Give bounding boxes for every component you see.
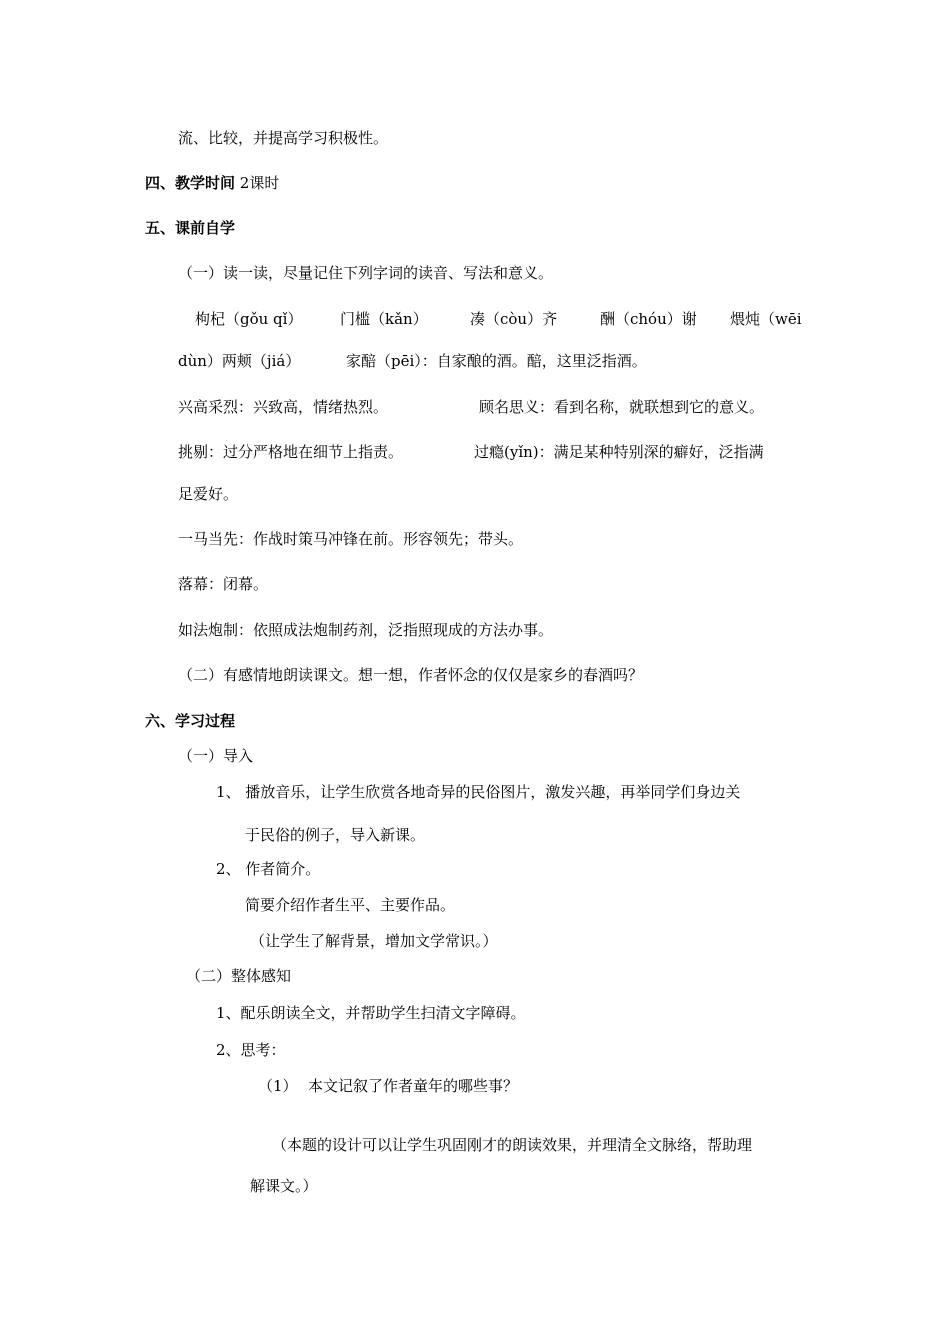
section-heading <box>145 173 279 193</box>
section-heading: 六、学习过程 <box>145 712 236 730</box>
subsection-heading: （一）读一读，尽量记住下列字词的读音、写法和意义。 <box>178 264 554 282</box>
note-line: （本题的设计可以让学生巩固刚才的朗读效果，并理清全文脉络，帮助理 <box>272 1136 753 1154</box>
subsection-heading: （二）有感情地朗读课文。想一想，作者怀念的仅仅是家乡的春酒吗？ <box>178 666 644 684</box>
text-line: 于民俗的例子，导入新课。 <box>245 826 426 844</box>
vocab-definition: 过瘾(yǐn)：满足某种特别深的癖好，泛指满 <box>474 443 764 461</box>
text-line: 流、比较，并提高学习积极性。 <box>178 129 389 147</box>
vocab-item: 煨炖（wēi <box>730 310 802 328</box>
vocab-definition: 兴高采烈：兴致高，情绪热烈。 <box>178 398 389 416</box>
vocab-item: 枸杞（gǒu qǐ） <box>195 310 303 328</box>
vocab-item: 门槛（kǎn） <box>340 310 428 328</box>
vocab-line <box>178 351 647 371</box>
vocab-definition: 落幕：闭幕。 <box>178 575 269 593</box>
vocab-item: 凑（còu）齐 <box>470 310 558 328</box>
subsection-heading: （二）整体感知 <box>186 967 292 985</box>
vocab-definition: 挑剔：过分严格地在细节上指责。 <box>178 443 404 461</box>
section-heading-label: 四、教学时间 <box>145 174 236 192</box>
question-text: 本文记叙了作者童年的哪些事？ <box>308 1077 519 1095</box>
question-number: （1） <box>258 1077 298 1095</box>
vocab-line <box>178 397 764 417</box>
question-item <box>258 1076 518 1096</box>
vocab-item: dùn）两颊（jiá） <box>178 352 301 370</box>
vocab-definition: 如法炮制：依照成法炮制药剂，泛指照现成的方法办事。 <box>178 621 554 639</box>
vocab-definition: 一马当先：作战时策马冲锋在前。形容领先；带头。 <box>178 530 524 548</box>
section-heading: 五、课前自学 <box>145 219 236 237</box>
list-item: 1、配乐朗读全文，并帮助学生扫清文字障碍。 <box>216 1004 526 1022</box>
list-item: 2、 作者简介。 <box>216 860 321 878</box>
note-line: （让学生了解背景，增加文学常识。） <box>250 932 498 950</box>
vocab-line <box>195 309 802 329</box>
note-line: 解课文。） <box>250 1177 318 1195</box>
list-item: 2、思考： <box>216 1041 286 1059</box>
vocab-definition: 顾名思义：看到名称，就联想到它的意义。 <box>479 398 765 416</box>
text-line: 足爱好。 <box>178 485 239 503</box>
vocab-line <box>178 442 764 462</box>
section-heading-value: 2课时 <box>235 174 280 192</box>
vocab-definition: 家醅（pēi）：自家酿的酒。醅，这里泛指酒。 <box>346 352 647 370</box>
subsection-heading: （一）导入 <box>178 747 254 765</box>
vocab-item: 酬（chóu）谢 <box>600 310 697 328</box>
list-item: 1、 播放音乐，让学生欣赏各地奇异的民俗图片，激发兴趣，再举同学们身边关 <box>216 783 741 801</box>
text-line: 简要介绍作者生平、主要作品。 <box>245 896 456 914</box>
